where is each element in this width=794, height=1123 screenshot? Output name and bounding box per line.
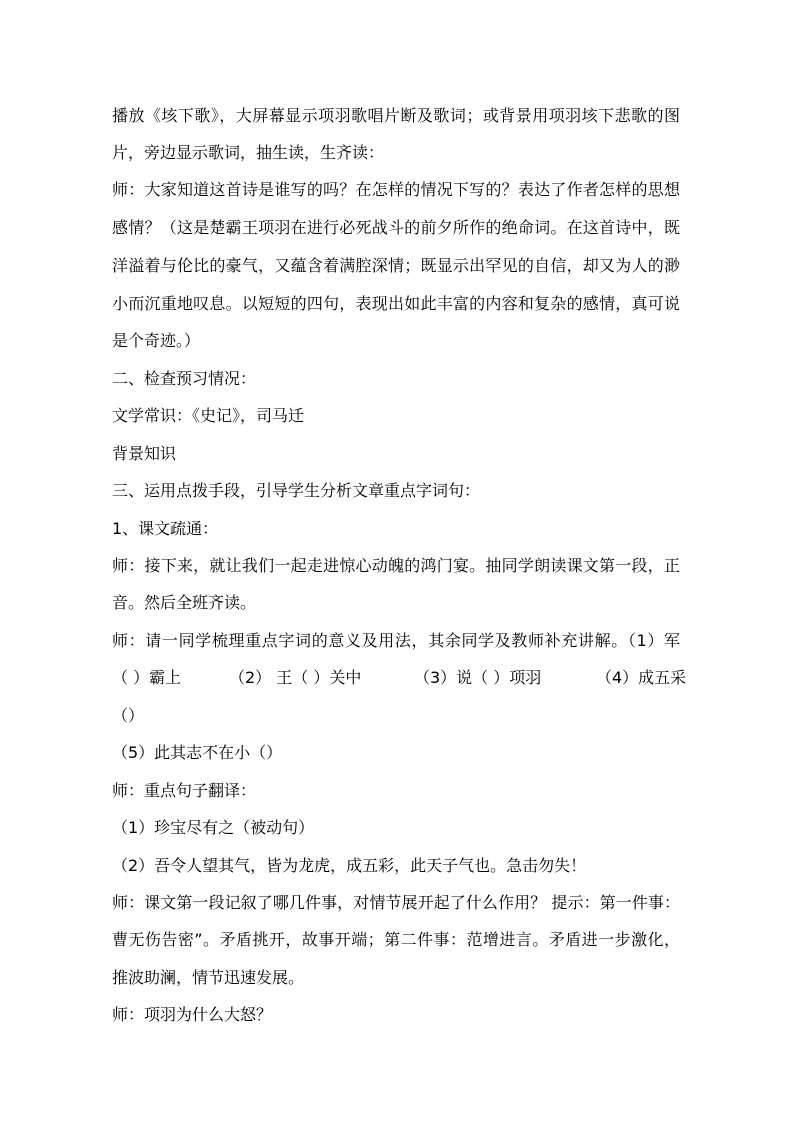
text-line-15: 师：请一同学梳理重点字词的意义及用法，其余同学及教师补充讲解。（1）军 bbox=[112, 631, 680, 650]
text-line-25: 师：项羽为什么大怒？ bbox=[112, 1005, 273, 1024]
text-line-2: 片，旁边显示歌词，抽生读，生齐读： bbox=[112, 143, 385, 162]
text-line-13: 师：接下来，就让我们一起走进惊心动魄的鸿门宴。抽同学朗读课文第一段，正 bbox=[112, 556, 680, 575]
text-line-20: （1）珍宝尽有之（被动句） bbox=[112, 818, 315, 837]
section-heading-3: 三、运用点拨手段，引导学生分析文章重点字词句： bbox=[112, 481, 481, 500]
text-line-1: 播放《垓下歌》，大屏幕显示项羽歌唱片断及歌词；或背景用项羽垓下悲歌的图 bbox=[112, 106, 680, 125]
text-line-17: （） bbox=[112, 706, 145, 725]
text-line-22: 师：课文第一段记叙了哪几件事，对情节展开起了什么作用？ 提示：第一件事： bbox=[112, 893, 680, 912]
option-3: （3）说（ ）项羽 bbox=[414, 668, 542, 687]
text-line-7: 是个奇迹。） bbox=[112, 331, 201, 350]
option-2: （2） 王（ ）关中 bbox=[229, 668, 362, 687]
text-line-21: （2）吾令人望其气，皆为龙虎，成五彩，此天子气也。急击勿失！ bbox=[112, 856, 587, 875]
options-row bbox=[112, 668, 687, 688]
text-line-3: 师：大家知道这首诗是谁写的吗？在怎样的情况下写的？表达了作者怎样的思想 bbox=[112, 180, 680, 199]
text-line-14: 音。然后全班齐读。 bbox=[112, 593, 257, 612]
option-1: （ ）霸上 bbox=[112, 668, 182, 687]
option-4: （4）成五采 bbox=[596, 668, 687, 687]
text-line-23: 曹无伤告密”。矛盾挑开，故事开端；第二件事：范增进言。矛盾进一步激化， bbox=[112, 930, 680, 949]
text-line-background: 背景知识 bbox=[112, 444, 177, 463]
sub-heading-1: 1、课文疏通： bbox=[112, 519, 219, 538]
section-heading-2: 二、检查预习情况： bbox=[112, 369, 257, 388]
text-line-19: 师：重点句子翻译： bbox=[112, 781, 257, 800]
text-line-6: 小而沉重地叹息。以短短的四句，表现出如此丰富的内容和复杂的感情，真可说 bbox=[112, 294, 680, 313]
text-line-24: 推波助澜，情节迅速发展。 bbox=[112, 968, 305, 987]
text-line-literary-knowledge: 文学常识：《史记》，司马迁 bbox=[112, 406, 305, 425]
text-line-4: 感情？（这是楚霸王项羽在进行必死战斗的前夕所作的绝命词。在这首诗中，既 bbox=[112, 218, 680, 237]
text-line-5: 洋溢着与伦比的豪气，又蕴含着满腔深情；既显示出罕见的自信，却又为人的渺 bbox=[112, 256, 680, 275]
text-line-18: （5）此其志不在小（） bbox=[112, 743, 283, 762]
